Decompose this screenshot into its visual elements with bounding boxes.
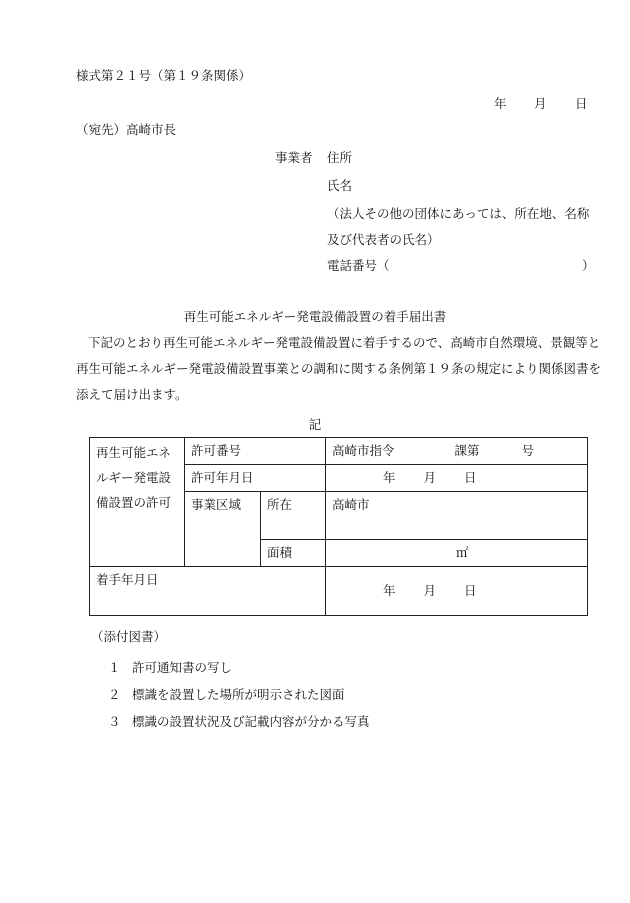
corporate-note-line1: （法人その他の団体にあっては、所在地、名称 [327, 206, 590, 221]
attachment-text: 許可通知書の写し [132, 660, 233, 675]
address-label: 住所 [327, 150, 353, 165]
corporate-note-line2: 及び代表者の氏名） [327, 232, 440, 247]
start-date-day: 日 [464, 583, 477, 598]
form-number: 様式第２１号（第１９条関係） [76, 68, 252, 83]
start-date-month: 月 [423, 583, 437, 598]
body-paragraph: 下記のとおり再生可能エネルギー発電設備設置に着手するので、高崎市自然環境、景観等と再生可能エネルギー発電設備設置事業との調和に関する条例第１９条の規定により関係図書を添えて届け出ます。 [76, 335, 602, 402]
attachment-item [108, 685, 345, 703]
location-value: 高崎市 [326, 492, 588, 540]
start-date-year: 年 [383, 583, 396, 598]
phone-close-paren: ） [582, 258, 595, 273]
attachment-number: １ [108, 660, 121, 675]
date-year-label: 年 [494, 96, 507, 111]
permit-number-label: 許可番号 [185, 438, 326, 465]
permit-number-prefix: 高崎市指令 [332, 443, 395, 458]
permit-number-value [326, 438, 588, 465]
applicant-role-label: 事業者 [275, 150, 313, 165]
attachment-text: 標識を設置した場所が明示された図面 [132, 687, 345, 702]
permit-date-year: 年 [383, 470, 396, 485]
permit-date-month: 月 [423, 470, 437, 485]
attachment-text: 標識の設置状況及び記載内容が分かる写真 [132, 714, 370, 729]
date-month-label: 月 [534, 96, 547, 111]
document-title: 再生可能エネルギー発電設備設置の着手届出書 [183, 309, 447, 324]
business-area-label: 事業区域 [185, 492, 261, 567]
permit-number-suffix: 号 [521, 443, 535, 458]
attachment-number: ２ [108, 687, 121, 702]
permit-date-value [326, 465, 588, 492]
location-label: 所在 [261, 492, 326, 540]
permit-date-label: 許可年月日 [185, 465, 326, 492]
permit-date-day: 日 [464, 470, 477, 485]
attachment-item [108, 658, 232, 676]
permit-group-label: 再生可能エネルギー発電設備設置の許可 [90, 438, 185, 567]
area-size-label: 面積 [261, 540, 326, 567]
attachments-title: （添付図書） [91, 629, 167, 644]
permit-table [89, 437, 588, 616]
start-date-label: 着手年月日 [90, 567, 326, 616]
addressee: （宛先）高崎市長 [76, 122, 177, 137]
name-label: 氏名 [327, 178, 353, 193]
attachment-item [108, 712, 370, 730]
phone-label: 電話番号（ [327, 258, 390, 273]
attachment-number: ３ [108, 714, 121, 729]
area-size-unit: ㎡ [326, 540, 588, 567]
start-date-value [326, 567, 588, 616]
permit-number-mid: 課第 [454, 443, 480, 458]
ki-heading: 記 [308, 417, 322, 432]
date-day-label: 日 [575, 96, 588, 111]
